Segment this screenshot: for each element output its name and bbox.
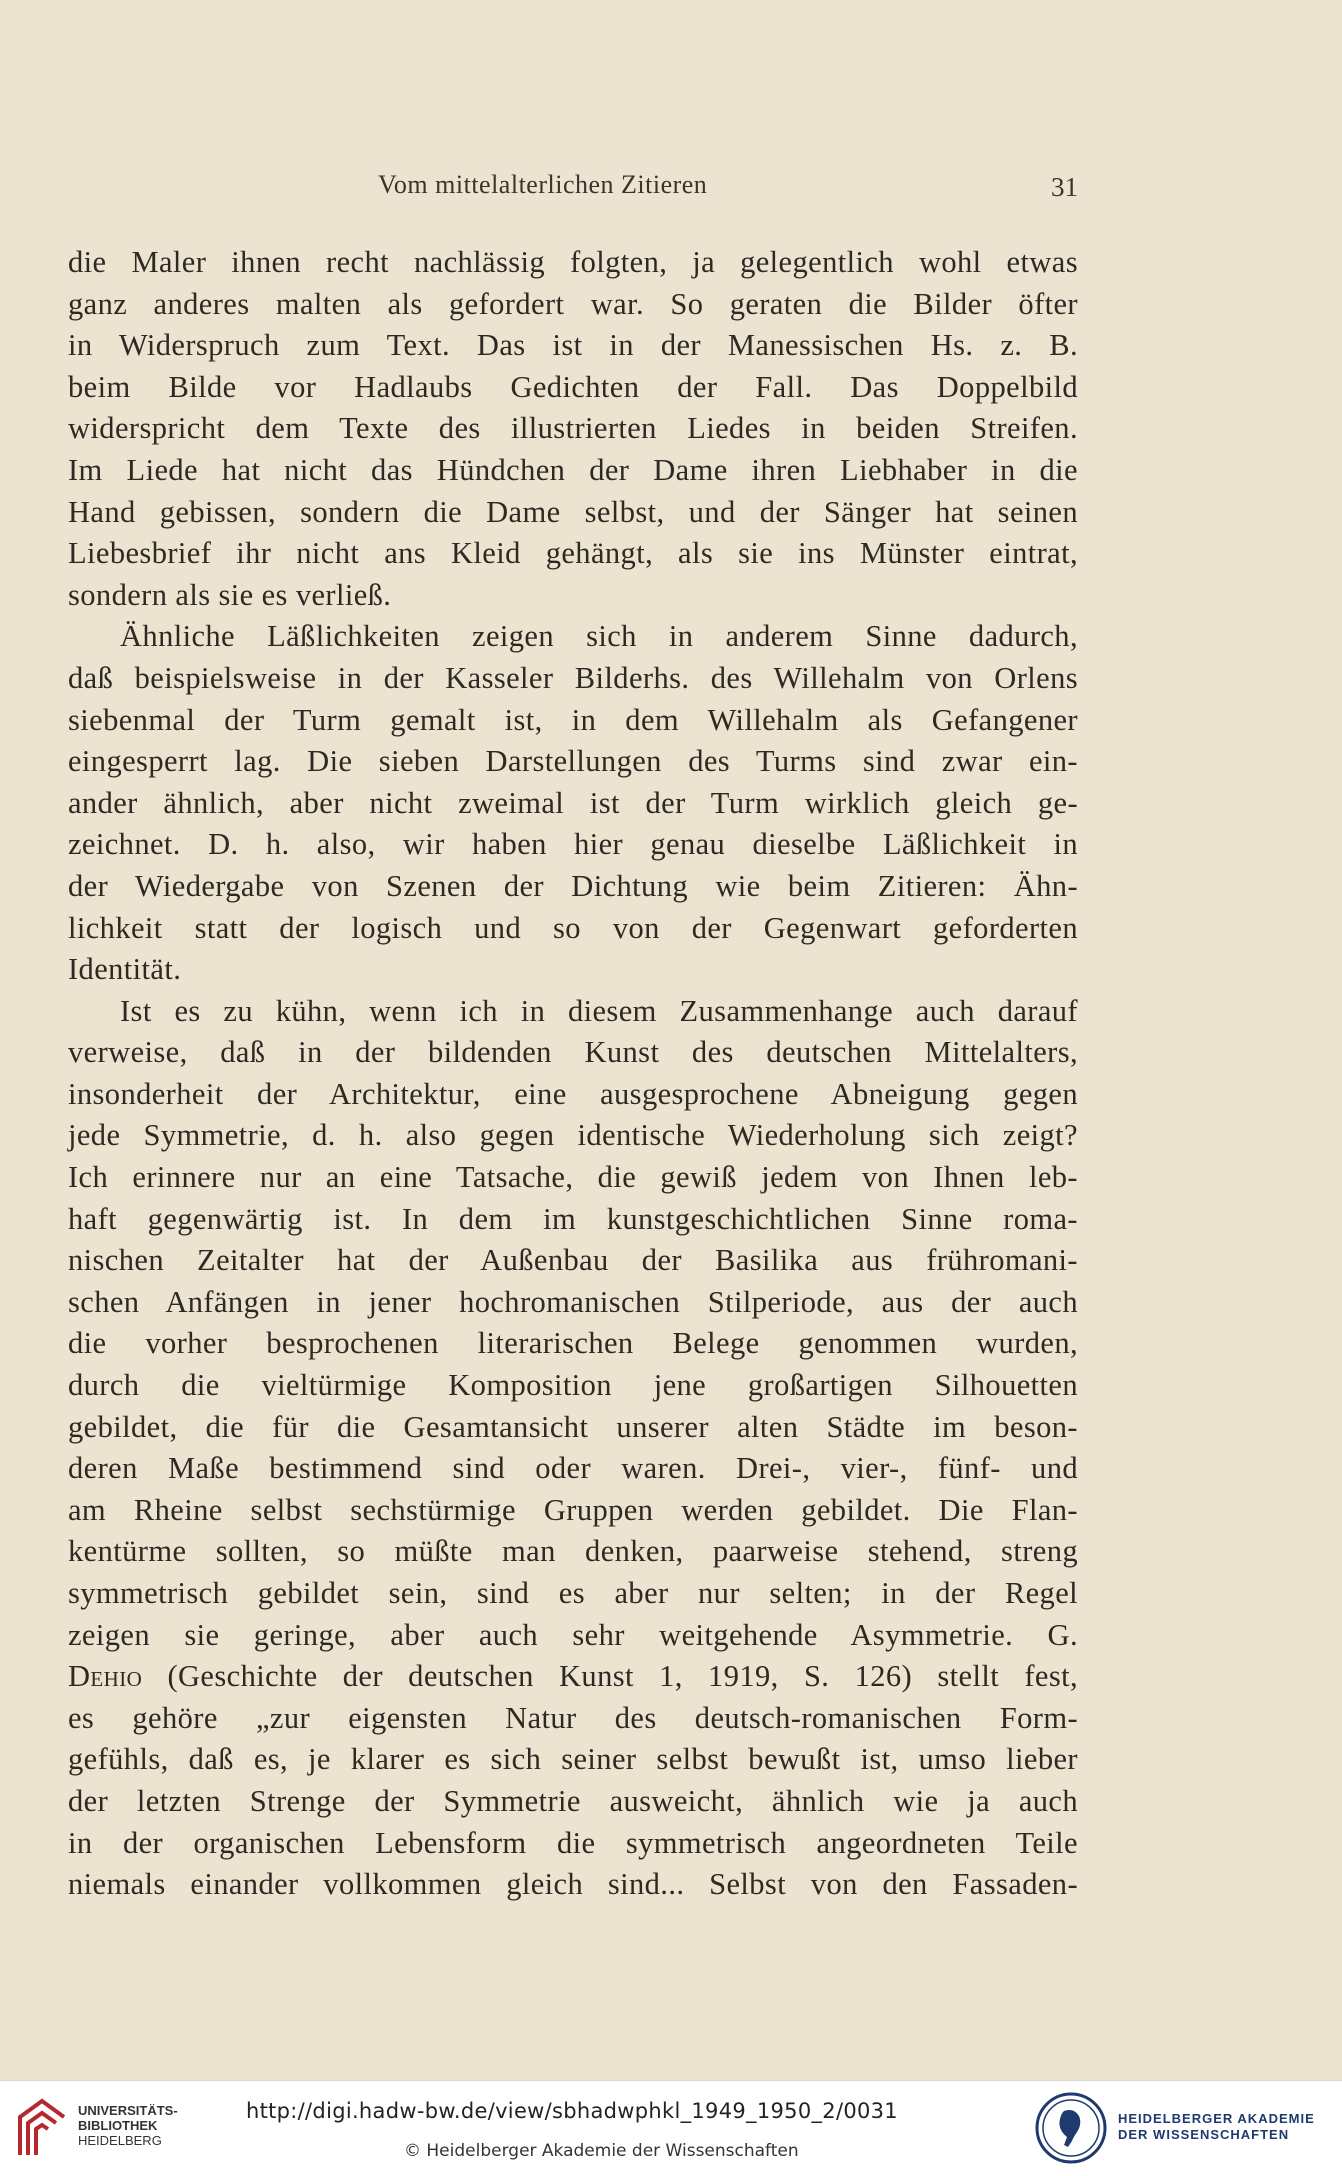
text-line: ander ähnlich, aber nicht zweimal ist der Turm wirklich gleich ge- xyxy=(68,785,1078,820)
text-line: kentürme sollten, so müßte man denken, paarweise stehend, streng xyxy=(68,1534,1078,1569)
text-line: Identität. xyxy=(68,952,182,987)
university-library-logo-icon[interactable] xyxy=(14,2095,70,2161)
library-line-1: UNIVERSITÄTS- xyxy=(78,2103,178,2118)
text-line: am Rheine selbst sechstürmige Gruppen werden gebildet. Die Flan- xyxy=(68,1492,1078,1527)
text-line: lichkeit statt der logisch und so von der Gegenwart geforderten xyxy=(68,910,1078,945)
viewer-footer xyxy=(0,2080,1342,2176)
text-line: Ähnliche Läßlichkeiten zeigen sich in anderem Sinne dadurch, xyxy=(120,619,1078,654)
text-line: daß beispielsweise in der Kasseler Bilderhs. des Willehalm von Orlens xyxy=(68,660,1078,695)
text-line: es gehöre „zur eigensten Natur des deutsch-romanischen Form- xyxy=(68,1700,1078,1735)
university-library-name xyxy=(78,2103,178,2148)
text-line: Hand gebissen, sondern die Dame selbst, und der Sänger hat seinen xyxy=(68,494,1078,529)
running-head xyxy=(378,170,1078,210)
text-line: der letzten Strenge der Symmetrie ausweicht, ähnlich wie ja auch xyxy=(68,1783,1078,1818)
text-line: verweise, daß in der bildenden Kunst des deutschen Mittelalters, xyxy=(68,1035,1078,1070)
text-line: Ich erinnere nur an eine Tatsache, die gewiß jedem von Ihnen leb- xyxy=(68,1160,1078,1195)
text-line-rest: (Geschichte der deutschen Kunst 1, 1919, S. 126) stellt fest, xyxy=(167,1659,1078,1694)
text-line: die Maler ihnen recht nachlässig folgten, ja gelegentlich wohl etwas xyxy=(68,245,1078,279)
text-line: siebenmal der Turm gemalt ist, in dem Willehalm als Gefangener xyxy=(68,702,1078,737)
text-line: haft gegenwärtig ist. In dem im kunstgeschichtlichen Sinne roma- xyxy=(68,1201,1078,1236)
text-line: ganz anderes malten als gefordert war. So geraten die Bilder öfter xyxy=(68,286,1078,321)
text-line: Ist es zu kühn, wenn ich in diesem Zusammenhange auch darauf xyxy=(120,993,1078,1028)
text-line: durch die vieltürmige Komposition jene großartigen Silhouetten xyxy=(68,1368,1078,1403)
text-line: insonderheit der Architektur, eine ausgesprochene Abneigung gegen xyxy=(68,1076,1078,1111)
academy-seal-icon[interactable] xyxy=(1034,2091,1108,2165)
text-line: beim Bilde vor Hadlaubs Gedichten der Fall. Das Doppelbild xyxy=(68,369,1078,404)
academy-line-1: HEIDELBERGER AKADEMIE xyxy=(1118,2111,1315,2126)
text-line: niemals einander vollkommen gleich sind... Selbst von den Fassaden- xyxy=(68,1867,1078,1902)
text-line: zeichnet. D. h. also, wir haben hier genau dieselbe Läßlichkeit in xyxy=(68,827,1078,862)
text-line: schen Anfängen in jener hochromanischen Stilperiode, aus der auch xyxy=(68,1284,1078,1319)
academy-name xyxy=(1118,2111,1315,2143)
text-line: in Widerspruch zum Text. Das ist in der Manessischen Hs. z. B. xyxy=(68,328,1078,363)
academy-line-2: DER WISSENSCHAFTEN xyxy=(1118,2127,1290,2142)
text-line: gebildet, die für die Gesamtansicht unserer alten Städte im beson- xyxy=(68,1409,1078,1444)
text-line: symmetrisch gebildet sein, sind es aber nur selten; in der Regel xyxy=(68,1576,1078,1610)
body-text xyxy=(68,242,1078,1906)
author-name-dehio: Dehio xyxy=(68,1659,143,1694)
page-number: 31 xyxy=(1051,172,1078,202)
copyright-notice: © Heidelberger Akademie der Wissenschaften xyxy=(404,2141,799,2161)
text-line: nischen Zeitalter hat der Außenbau der Basilika aus frühromani- xyxy=(68,1243,1078,1278)
text-line: die vorher besprochenen literarischen Belege genommen wurden, xyxy=(68,1326,1078,1361)
text-line: widerspricht dem Texte des illustrierten Liedes in beiden Streifen. xyxy=(68,411,1078,446)
text-line: gefühls, daß es, je klarer es sich seiner selbst bewußt ist, umso lieber xyxy=(68,1742,1078,1777)
text-line: der Wiedergabe von Szenen der Dichtung wie beim Zitieren: Ähn- xyxy=(68,868,1078,903)
text-line: Liebesbrief ihr nicht ans Kleid gehängt, als sie ins Münster eintrat, xyxy=(68,536,1078,571)
library-line-2: BIBLIOTHEK xyxy=(78,2118,158,2133)
text-line-dehio xyxy=(68,1656,1078,1698)
text-line: jede Symmetrie, d. h. also gegen identische Wiederholung sich zeigt? xyxy=(68,1118,1078,1153)
running-title: Vom mittelalterlichen Zitieren xyxy=(378,170,708,199)
text-line: deren Maße bestimmend sind oder waren. Drei-, vier-, fünf- und xyxy=(68,1451,1078,1486)
text-line: Im Liede hat nicht das Hündchen der Dame ihren Liebhaber in die xyxy=(68,452,1078,487)
text-line: in der organischen Lebensform die symmetrisch angeordneten Teile xyxy=(68,1825,1078,1860)
text-line: sondern als sie es verließ. xyxy=(68,577,392,612)
text-line: zeigen sie geringe, aber auch sehr weitgehende Asymmetrie. G. xyxy=(68,1617,1078,1652)
library-line-3: HEIDELBERG xyxy=(78,2133,162,2148)
permalink-url[interactable]: http://digi.hadw-bw.de/view/sbhadwphkl_1949_1950_2/0031 xyxy=(246,2099,898,2123)
text-line: eingesperrt lag. Die sieben Darstellungen des Turms sind zwar ein- xyxy=(68,744,1078,779)
